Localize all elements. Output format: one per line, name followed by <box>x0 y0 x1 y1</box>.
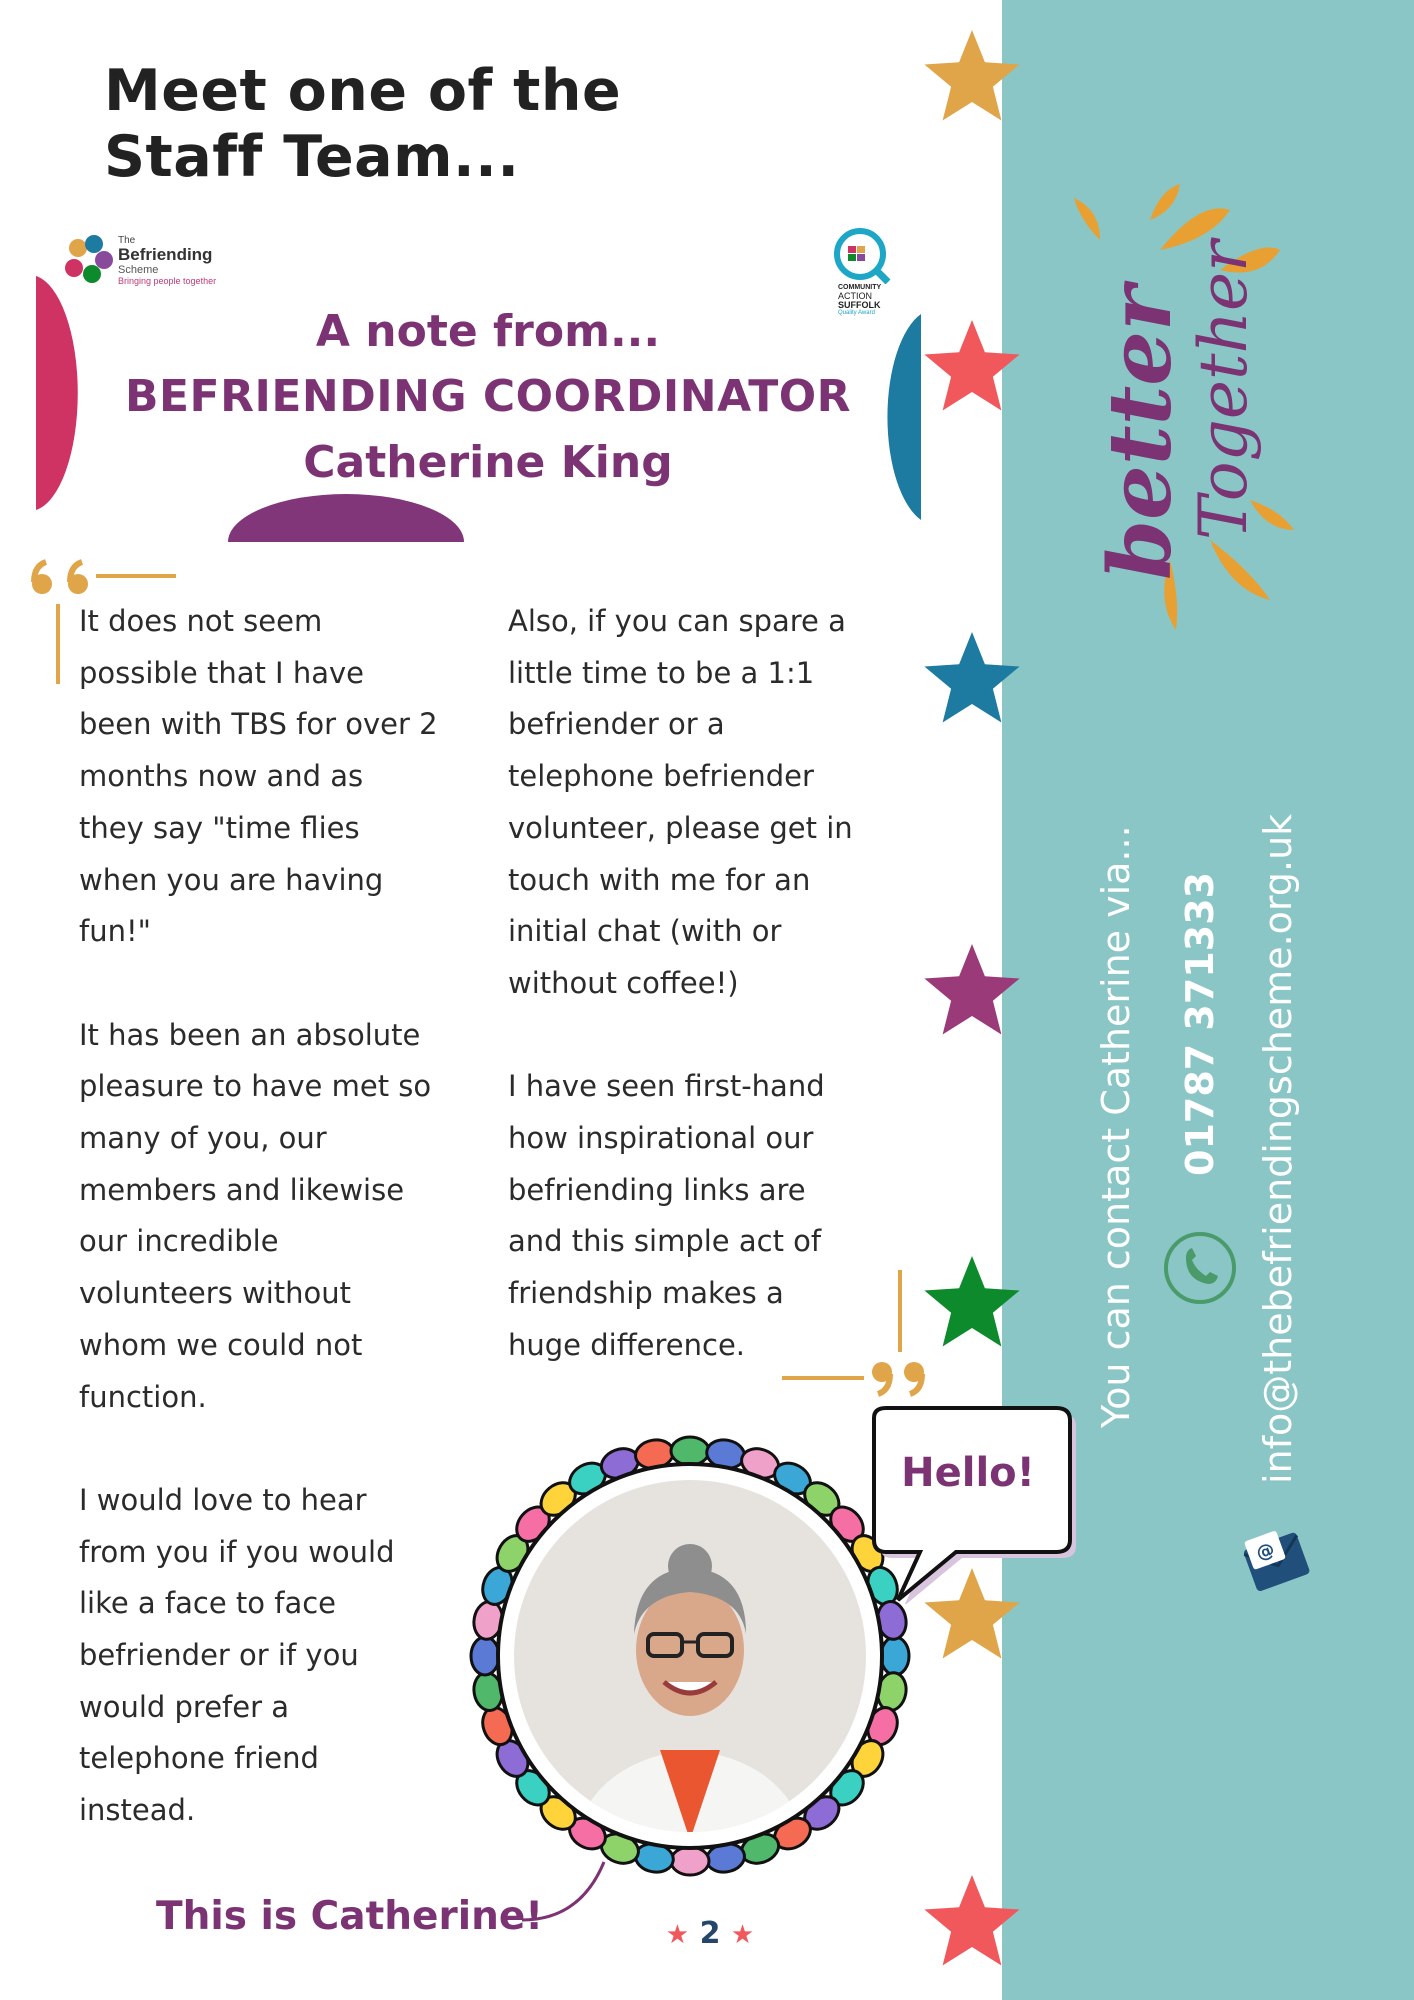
heading-line-2: Staff Team... <box>104 124 520 190</box>
note-intro: A note from... <box>315 306 661 357</box>
cas-line-3: SUFFOLK <box>838 300 881 310</box>
page-number <box>660 1916 760 1951</box>
frame-scallop <box>671 1847 709 1875</box>
star-icon: ★ <box>730 1920 755 1950</box>
logo-name: Befriending <box>118 245 213 264</box>
photo-caption: This is Catherine! <box>156 1894 544 1939</box>
star-column <box>920 0 1030 2000</box>
contact-phone[interactable]: 01787 371333 <box>1178 871 1222 1176</box>
star-icon <box>924 1256 1019 1347</box>
note-person-name: Catherine King <box>303 437 673 488</box>
star-icon <box>924 1875 1019 1966</box>
body-column-right: Also, if you can spare a little time to be a 1:1 befriender or a telephone befriender volunteer, please get in touch with me for an initial chat (with or without coffee!) I have seen first-hand how inspirational our befriending links are and this simple act of friendship makes a huge difference. <box>508 604 853 1362</box>
frame-scallop <box>881 1637 909 1675</box>
star-icon <box>924 30 1019 121</box>
email-icon <box>1236 1520 1316 1600</box>
svg-text:@: @ <box>1253 1538 1278 1565</box>
heading-line-1: Meet one of the <box>104 58 622 124</box>
phone-icon <box>1160 1228 1240 1308</box>
star-icon <box>924 632 1019 723</box>
logo-scheme: Scheme <box>118 264 159 276</box>
sidebar-script-better: better <box>1090 285 1191 580</box>
note-role: BEFRIENDING COORDINATOR <box>124 371 852 422</box>
cas-line-4: Quality Award <box>838 310 875 316</box>
cas-line-2: ACTION <box>838 291 873 301</box>
body-column-left: It does not seem possible that I have been with TBS for over 2 months now and as they say "time flies when you are having fun!" It has been an absolute pleasure to have met so many of you, our members and likewise our incredible volunteers without whom we could not function. I would love to hear from you if you would like a face to face befriender or if you would prefer a telephone friend instead. <box>79 604 438 1828</box>
star-icon: ★ <box>665 1920 690 1950</box>
star-icon <box>924 320 1019 411</box>
sidebar-script-together: Together <box>1185 240 1262 540</box>
frame-scallop <box>671 1437 709 1465</box>
photo-frame <box>450 1420 930 1890</box>
cas-line-1: COMMUNITY <box>838 284 882 291</box>
contact-intro: You can contact Catherine via... <box>1094 825 1138 1428</box>
page-number-value: 2 <box>699 1916 721 1951</box>
better-together-graphic <box>1060 180 1300 640</box>
contact-email[interactable]: info@thebefriendingscheme.org.uk <box>1256 813 1300 1484</box>
frame-scallop <box>471 1637 499 1675</box>
star-icon <box>924 944 1019 1035</box>
star-icon <box>924 1568 1019 1659</box>
speech-bubble-text: Hello! <box>901 1450 1035 1496</box>
logo-tagline: Bringing people together <box>118 276 217 286</box>
logo-the: The <box>118 235 136 246</box>
